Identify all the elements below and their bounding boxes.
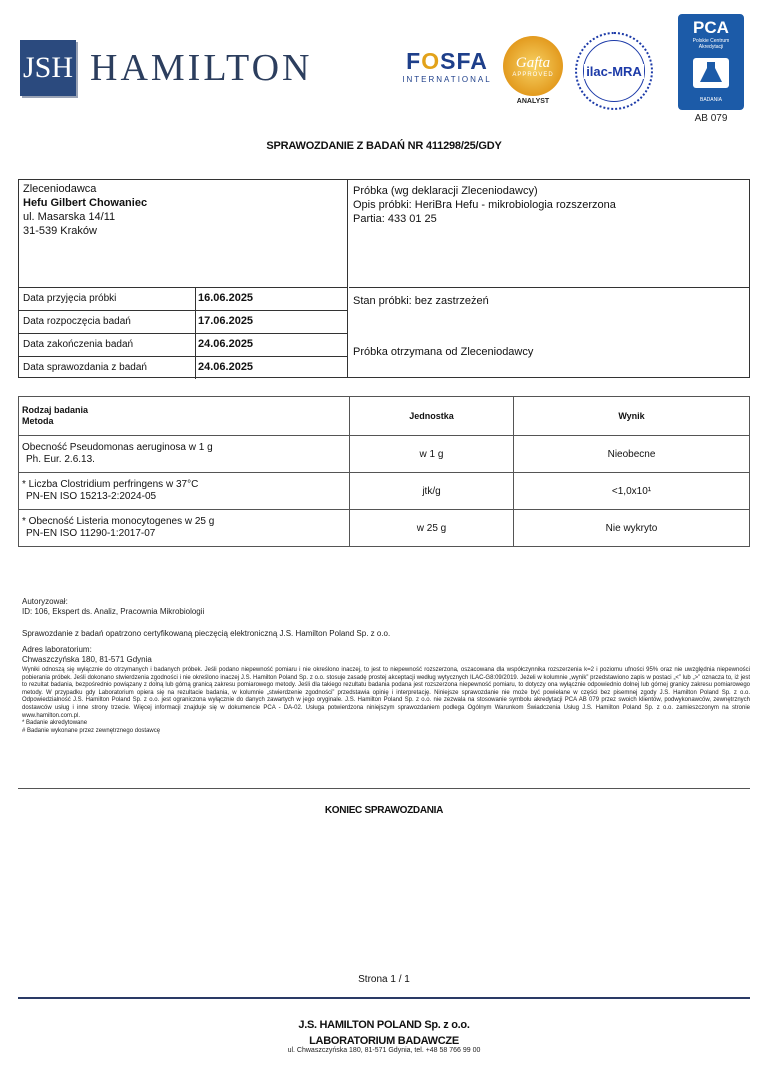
pca-logo [678,14,744,110]
notes-section [22,597,750,735]
sample-state: Stan próbki: bez zastrzeżeń [353,295,489,307]
ilac-mra-logo [575,32,653,110]
date-label: Data przyjęcia próbki [19,288,196,310]
disclaimer-text: Wyniki odnoszą się wyłącznie do otrzymanych i badanych próbek. Jeśli podano niepewność pomiaru i nie określono inaczej, to jest to niepewność rozszerzona, oszacowana dla współczynnika rozszerzenia k=2 i poziomu ufności 95% oraz nie uwzględnia niepewności pobierania próbek. Jeśli dokonano stwierdzenia zgodności i nie określono inaczej J.S. Hamilton Poland Sp. z o.o. stosuje zasadę prostej akceptacji według wytycznych ILAC-G8:09/2019. Jeżeli w kolumnie „wynik” przedstawiono zapis w postaci „<” lub „>” oznacza to, iż jest to rezultat badania, bezpośrednio powiązany z dolną lub górną granicą zakresu pomiarowego metody. Jeśli dla takiego rezultatu badania podana jest rozszerzona niepewność pomiaru, to dotyczy ona wyłącznie odpowiednio dolnej lub górnej granicy zakresu pomiarowego metody. W przypadku gdy Laboratorium opiera się na rezultacie badania, w kolumnie „stwierdzenie zgodności” przedstawia opinię i interpretację. Niniejsze sprawozdanie nie może być powielane w części bez pisemnej zgody J.S. Hamilton Poland Sp. z o.o. Odpowiedzialność J.S. Hamilton Poland Sp. z o.o. jest ograniczona wyłącznie do danych zawartych w jego oryginale. J.S. Hamilton Poland Sp. z o.o. nie zezwala na stosowanie symbolu akredytacji PCA AB 079 przez swoich klientów, podwykonawców, zewnętrznych dostawców usług i inne strony trzecie. Więcej informacji znajduje się w dokumencie PCA - DA-02. Usługa potwierdzona niniejszym sprawozdaniem podlega Ogólnym Warunkom Świadczenia Usług J.S. Hamilton Poland Sp. z o.o. zamieszczonym na stronie www.hamilton.com.pl. [22,667,750,719]
test-method: PN-EN ISO 15213-2:2024-05 [26,491,157,502]
ilac-mra-globe-icon [583,40,645,102]
test-cell [19,510,350,547]
date-label: Data sprawozdania z badań [19,357,196,379]
client-city: 31-539 Kraków [23,225,97,237]
col-unit-header: Jednostka [350,397,514,436]
fosfa-logo-name: FOSFA [406,48,488,74]
date-value: 24.06.2025 [198,338,254,350]
pca-badania: BADANIA [700,97,722,103]
divider [18,788,750,789]
ilac-mra-text: ilac-MRA [586,63,642,79]
footer-company [0,1017,768,1049]
sample-received: Próbka otrzymana od Zleceniodawcy [353,346,534,358]
authorized-by: ID: 106, Ekspert ds. Analiz, Pracownia Mikrobiologii [22,607,205,616]
date-row [19,287,348,310]
footer-company-name: J.S. HAMILTON POLAND Sp. z o.o. [298,1019,470,1031]
date-value: 17.06.2025 [198,315,254,327]
date-label: Data rozpoczęcia badań [19,311,196,333]
fosfa-logo-sub: INTERNATIONAL [402,75,492,84]
test-cell [19,473,350,510]
authorization-block [22,597,750,617]
end-of-report: KONIEC SPRAWOZDANIA [324,805,444,816]
test-name: * Obecność Listeria monocytogenes w 25 g [22,516,215,527]
result-cell: Nie wykryto [514,510,750,547]
lab-address-label: Adres laboratorium: [22,645,92,654]
date-row [19,333,348,356]
test-cell [19,436,350,473]
info-table [18,179,750,378]
pca-name: PCA [693,18,729,37]
unit-cell: w 25 g [350,510,514,547]
fosfa-logo [398,48,496,84]
results-header-row [19,397,750,436]
sample-batch: Partia: 433 01 25 [353,213,437,225]
date-row [19,356,348,379]
col-method-label: Metoda [22,416,54,426]
unit-cell: jtk/g [350,473,514,510]
date-value: 24.06.2025 [198,361,254,373]
gafta-name: Gafta [515,54,551,71]
client-block [23,182,147,238]
gafta-sub: APPROVED [512,71,554,78]
sample-block [353,184,616,226]
report-title: SPRAWOZDANIE Z BADAŃ NR 411298/25/GDY [266,140,502,152]
col-result-header: Wynik [514,397,750,436]
table-row [19,436,750,473]
gafta-seal [503,36,563,96]
accredited-note: * Badanie akredytowane [22,720,88,727]
date-value: 16.06.2025 [198,292,254,304]
date-row [19,310,348,333]
unit-cell: w 1 g [350,436,514,473]
external-note: # Badanie wykonane przez zewnętrznego dostawcę [22,727,161,734]
test-name: Obecność Pseudomonas aeruginosa w 1 g [22,442,213,453]
table-row [19,473,750,510]
test-method: PN-EN ISO 11290-1:2017-07 [26,528,156,539]
result-cell: <1,0x10¹ [514,473,750,510]
sample-description: Opis próbki: HeriBra Hefu - mikrobiologia rozszerzona [353,199,616,211]
table-row [19,510,750,547]
flask-icon [691,56,731,90]
certification-note: Sprawozdanie z badań opatrzono certyfikowaną pieczęcią elektroniczną J.S. Hamilton Poland Sp. z o.o. [22,629,391,638]
results-table [18,396,750,547]
client-name: Hefu Gilbert Chowaniec [23,197,148,209]
client-heading: Zleceniodawca [23,183,97,195]
test-name: * Liczba Clostridium perfringens w 37°C [22,479,199,490]
gafta-analyst: ANALYST [516,98,550,105]
report-header [0,0,768,130]
col-type-label: Rodzaj badania [22,405,89,415]
client-street: ul. Masarska 14/11 [23,211,116,223]
accreditation-code: AB 079 [694,113,728,124]
date-label: Data zakończenia badań [19,334,196,356]
client-section [19,180,348,377]
test-method: Ph. Eur. 2.6.13. [26,454,95,465]
gafta-logo [500,36,566,106]
sample-heading: Próbka (wg deklaracji Zleceniodawcy) [353,185,538,197]
authorized-label: Autoryzował: [22,597,68,606]
pca-sub-2: Akredytacji [698,44,724,50]
page-number: Strona 1 / 1 [358,974,410,985]
col-test-header [19,397,350,436]
lab-address: Chwaszczyńska 180, 81-571 Gdynia [22,655,152,664]
sample-section [349,180,749,377]
divider [349,287,749,288]
footer-lab-name: LABORATORIUM BADAWCZE [309,1035,459,1047]
pca-sub-1: Polskie Centrum [692,38,730,44]
result-cell: Nieobecne [514,436,750,473]
hamilton-logo [20,40,312,96]
dates-table [19,287,348,379]
footer-address: ul. Chwaszczyńska 180, 81-571 Gdynia, tel. +48 58 766 99 00 [287,1047,481,1054]
footer-divider [18,997,750,999]
hamilton-logo-name: HAMILTON [90,47,313,89]
hamilton-logo-mark: JSH [20,40,76,96]
